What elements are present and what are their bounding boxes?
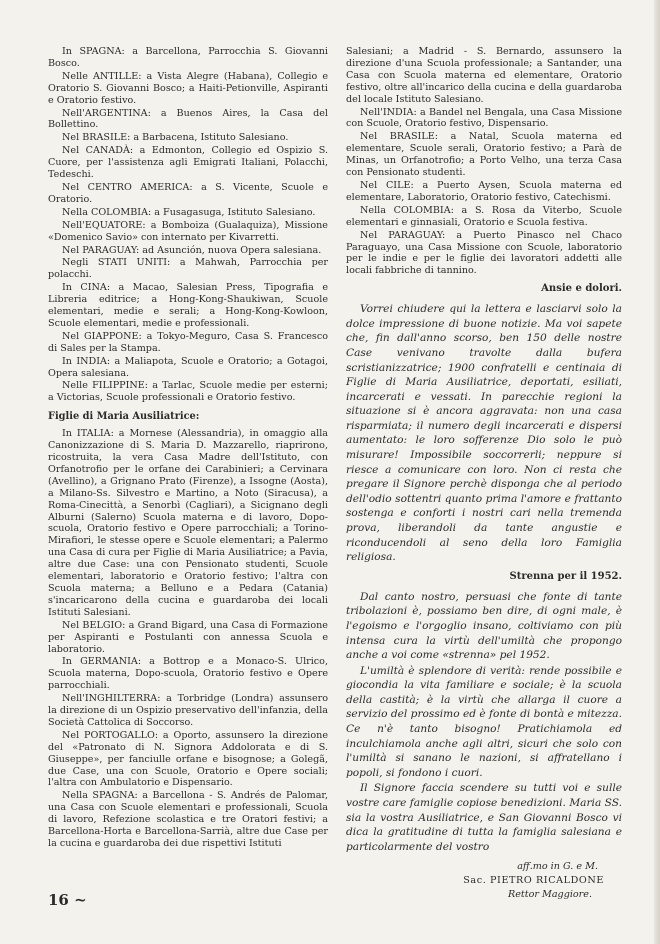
italic-paragraph: Vorrei chiudere qui la lettera e lasciarvi solo la dolce impressione di buone notizie. Ma voi sapete che, fin dall'anno scorso, ben 150 delle nostre Case venivano travolte dalla bufera scristianizzatrice; 1900 confratelli e centinaia di Figlie di Maria Ausiliatrice, deportati, esiliati, incarcerati e vessati. In parecchie regioni la situazione si è ancora aggravata: non una casa risparmiata; il numero degli incarcerati e dispersi aumentato: le loro sofferenze Dio solo le può misurare! Impossibile soccorrerli; neppure si riesce a comunicare con loro. Non ci resta che pregare il Signore perchè disponga che al periodo dell'odio sottentri quanto prima l'amore e frattanto sostenga e conforti i nostri cari nella tremenda prova, liberandoli da tante angustie e riconducendoli al seno della loro Famiglia religiosa. <box>346 303 622 564</box>
paragraph: Nel CANADÀ: a Edmonton, Collegio ed Ospizio S. Cuore, per l'assistenza agli Emigrati Italiani, Polacchi, Tedeschi. <box>48 145 328 181</box>
paragraph: Nell'INGHILTERRA: a Torbridge (Londra) assunsero la direzione di un Ospizio preservativo dell'infanzia, della Società Cattolica di Soccorso. <box>48 693 328 728</box>
paragraph: Nelle FILIPPINE: a Tarlac, Scuole medie per esterni; a Victorias, Scuole professionali e Oratorio festivo. <box>48 380 328 404</box>
paragraph: In CINA: a Macao, Salesian Press, Tipografia e Libreria editrice; a Hong-Kong-Shaukiwan, Scuole elementari, medie e serali; a Hong-Kong-Kowloon, Scuole elementari, medie e professionali. <box>48 282 328 329</box>
paragraph: Nel PARAGUAY: a Puerto Pinasco nel Chaco Paraguayo, una Casa Missione con Scuole, laboratorio per le indie e per le figlie dei lavoratori addetti alle locali fabbriche di tannino. <box>346 229 622 277</box>
italic-paragraph: Il Signore faccia scendere su tutti voi e sulle vostre care famiglie copiose benedizioni. Maria SS. sia la vostra Ausiliatrice, e San Giovanni Bosco vi dica la gratitudine di tutta la famiglia salesiana e particolarmente del vostro <box>346 782 622 853</box>
paragraph: Nel PARAGUAY: ad Asunción, nuova Opera salesiana. <box>62 244 322 256</box>
section-heading: Ansie e dolori. <box>541 283 622 295</box>
paragraph: Nel GIAPPONE: a Tokyo-Meguro, Casa S. Francesco di Sales per la Stampa. <box>48 330 328 354</box>
paragraph: Nella COLOMBIA: a S. Rosa da Viterbo, Scuole elementari e ginnasiali, Oratorio e Scuola festiva. <box>346 204 622 228</box>
italic-paragraph: Dal canto nostro, persuasi che fonte di tante tribolazioni è, possiamo ben dire, di ogni male, è l'egoismo e l'orgoglio insano, coltiviamo con più intensa cura la virtù dell'umiltà che propongo anche a voi come «strenna» pel 1952. <box>346 590 622 662</box>
paragraph: In SPAGNA: a Barcellona, Parrocchia S. Giovanni Bosco. <box>48 46 328 69</box>
page-number: 16 ~ <box>48 891 87 909</box>
paragraph: Nell'ARGENTINA: a Buenos Aires, la Casa del Bollettino. <box>48 107 328 131</box>
left-column <box>48 46 328 851</box>
right-column <box>346 46 622 901</box>
signature-closing: aff.mo in G. e M. <box>517 861 598 873</box>
paragraph: Nell'INDIA: a Bandel nel Bengala, una Casa Missione con Scuole, Oratorio festivo, Dispensario. <box>346 106 622 130</box>
paragraph: Nelle ANTILLE: a Vista Alegre (Habana), Collegio e Oratorio S. Giovanni Bosco; a Haiti-Petionville, Aspiranti e Oratorio festivo. <box>48 70 328 106</box>
paragraph: Nella COLOMBIA: a Fusagasuga, Istituto Salesiano. <box>62 206 316 218</box>
paragraph: In INDIA: a Maliapota, Scuole e Oratorio; a Gotagoi, Opera salesiana. <box>48 355 328 379</box>
paragraph: Nel CILE: a Puerto Aysen, Scuola materna ed elementare, Laboratorio, Oratorio festivo, Catechismi. <box>346 179 622 203</box>
section-heading: Strenna per il 1952. <box>509 570 622 582</box>
section-heading: Figlie di Maria Ausiliatrice: <box>48 411 200 423</box>
paragraph: In GERMANIA: a Bottrop e a Monaco-S. Ulrico, Scuola materna, Dopo-scuola, Oratorio festivo e Opere parrocchiali. <box>48 656 328 692</box>
paragraph: Nell'EQUATORE: a Bomboiza (Gualaquiza), Missione «Domenico Savio» con internato per Kivarretti. <box>48 219 328 243</box>
italic-paragraph: L'umiltà è splendore di verità: rende possibile e giocondia la vita familiare e sociale; è la scuola della castità; è la virtù che allarga il cuore a servizio del prossimo ed è fonte di bontà e mitezza. Ce n'è tanto bisogno! Pratichiamola ed inculchiamola anche agli altri, sicuri che solo con l'umiltà si sanano le nazioni, si affratellano i popoli, si fondono i cuori. <box>346 664 622 779</box>
paragraph: In ITALIA: a Mornese (Alessandria), in omaggio alla Canonizzazione di S. Maria D. Mazzarello, riaprirono, ricostruita, la vera Casa Madre dell'Istituto, con Orfanotrofio per le orfane dei Carabinieri; a Cervinara (Avellino), a Grignano Prato (Firenze), a Issogne (Aosta), a Milano-Ss. Silvestro e Martino, a Noto (Siracusa), a Roma-Cinecittà, a Senorbì (Cagliari), a Sicignano degli Alburni (Salerno) Scuola materna e di lavoro, Dopo-scuola, Oratorio festivo e Opere parrocchiali; a Torino-Mirafiori, le stesse opere e Scuole elementari; a Palermo una Casa di cura per Figlie di Maria Ausiliatrice; a Pavia, altre due Case: una con Pensionato studenti, Scuole elementari, laboratorio e Oratorio festivo; l'altra con Scuola materna; a Belluno e a Pedara (Catania) s'incaricarono della cucina e guardaroba dei locali Istituti Salesiani. <box>48 428 328 618</box>
signature-title: Rettor Maggiore. <box>507 889 592 901</box>
paragraph: Nella SPAGNA: a Barcellona - S. Andrés de Palomar, una Casa con Scuole elementari e professionali, Scuola di lavoro, Refezione scolastica e tre Oratori festivi; a Barcellona-Horta e Barcellona-Sarrià, altre due Case per la cucina e guardaroba dei due rispettivi Istituti <box>48 790 328 849</box>
paragraph: Salesiani; a Madrid - S. Bernardo, assunsero la direzione d'una Scuola professionale; a Santander, una Casa con Scuola materna ed elementare, Oratorio festivo, oltre all'incarico della cucina e della guardaroba del locale Istituto Salesiano. <box>346 46 622 105</box>
paragraph: Nel PORTOGALLO: a Oporto, assunsero la direzione del «Patronato di N. Signora Addolorata e di S. Giuseppe», per fanciulle orfane e bisognose; a Golegã, due Case, una con Scuole, Oratorio e Opere sociali; l'altra con Ambulatorio e Dispensario. <box>48 729 328 789</box>
paragraph: Nel CENTRO AMERICA: a S. Vicente, Scuole e Oratorio. <box>48 181 328 205</box>
paragraph: Negli STATI UNITI: a Mahwah, Parrocchia per polacchi. <box>48 257 328 281</box>
paragraph: Nel BRASILE: a Natal, Scuola materna ed elementare, Scuole serali, Oratorio festivo; a Parà de Minas, un Orfanotrofio; a Porto Velho, una terza Casa con Pensionato studenti. <box>346 131 622 179</box>
page-edge-shadow <box>654 0 660 944</box>
paragraph: Nel BELGIO: a Grand Bigard, una Casa di Formazione per Aspiranti e Postulanti con annessa Scuola e laboratorio. <box>48 619 328 655</box>
paragraph: Nel BRASILE: a Barbacena, Istituto Salesiano. <box>62 132 289 144</box>
signature-name: Sac. PIETRO RICALDONE <box>463 875 604 887</box>
